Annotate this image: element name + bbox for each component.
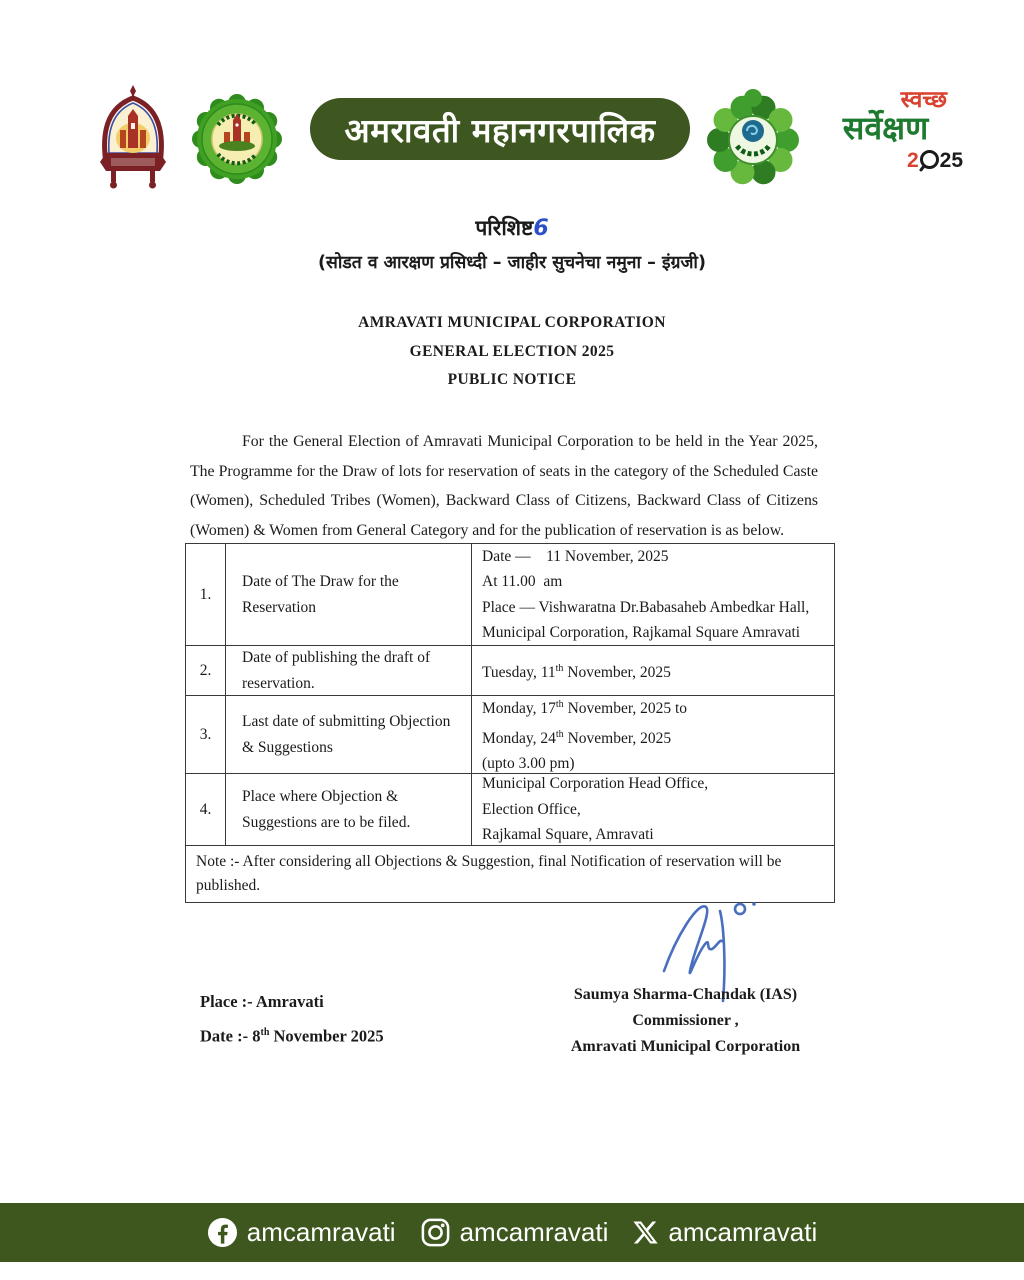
heading-election: GENERAL ELECTION 2025: [409, 343, 615, 360]
detail-line: [482, 656, 828, 686]
year-digit-2: 2: [906, 148, 919, 172]
detail-text: Monday, 17: [482, 700, 556, 718]
item-line: Date of The Draw for the: [242, 572, 399, 590]
amravati-heritage-emblem-logo: [98, 83, 168, 195]
row-item: [226, 544, 472, 645]
survekshan-year: [798, 148, 973, 172]
detail-line: Place — Vishwaratna Dr.Babasaheb Ambedkar Hall,: [482, 598, 810, 616]
ordinal-suffix: th: [260, 1027, 270, 1038]
detail-line: At 11.00 am: [482, 573, 563, 590]
detail-line: Municipal Corporation Head Office,: [482, 775, 709, 793]
x-handle-item: [632, 1217, 817, 1248]
heritage-emblem-icon: [98, 83, 168, 190]
appendix-number: 6: [533, 216, 549, 241]
heading-public-notice: PUBLIC NOTICE: [447, 371, 577, 388]
detail-text: Tuesday, 11: [482, 663, 556, 681]
facebook-icon: [207, 1217, 238, 1248]
item-line: Last date of submitting Objection: [242, 712, 451, 730]
municipality-name-banner: [310, 98, 690, 160]
detail-line: Municipal Corporation, Rajkamal Square Amravati: [482, 624, 801, 641]
facebook-handle-item: [207, 1217, 396, 1248]
signatory-role: Commissioner ,: [632, 1012, 739, 1029]
x-handle: amcamravati: [668, 1217, 818, 1247]
detail-line: Rajkamal Square, Amravati: [482, 826, 654, 844]
signatory-org: Amravati Municipal Corporation: [570, 1038, 801, 1055]
social-footer-bar: [0, 1203, 1024, 1262]
detail-line: Date — 11 November, 2025: [482, 547, 669, 565]
table-row: [186, 544, 834, 646]
item-line: Place where Objection &: [242, 787, 399, 805]
ordinal-suffix: th: [555, 699, 564, 711]
appendix-subtitle: (सोडत व आरक्षण प्रसिध्दी – जाहीर सुचनेचा नमुना – इंग्रजी): [318, 253, 706, 273]
ordinal-suffix: th: [555, 662, 564, 674]
appendix-title: [0, 214, 1024, 242]
date-text: Date :- 8: [200, 1026, 261, 1046]
item-line: Reservation: [242, 598, 317, 616]
swachh-word: स्वच्छ: [900, 87, 947, 113]
row-details: [472, 646, 834, 695]
item-line: Suggestions are to be filed.: [242, 813, 411, 831]
detail-text: November, 2025 to: [563, 700, 688, 718]
date-line: [200, 1017, 384, 1052]
date-text: November 2025: [269, 1026, 384, 1046]
ordinal-suffix: th: [555, 728, 564, 740]
appendix-word: परिशिष्ट: [475, 216, 534, 240]
wreath-icon: [703, 84, 803, 192]
table-row: [186, 774, 834, 846]
swachh-survekshan-wordmark: [798, 88, 973, 172]
row-item: [226, 774, 472, 845]
row-item: [226, 696, 472, 773]
place-line: Place :- Amravati: [200, 992, 324, 1011]
magnifier-icon: [920, 150, 939, 169]
heading-corporation: AMRAVATI MUNICIPAL CORPORATION: [358, 314, 666, 331]
row-details: [472, 774, 834, 845]
survekshan-word: सर्वेक्षण: [842, 109, 929, 148]
detail-line: [482, 692, 828, 722]
row-item: [226, 646, 472, 695]
x-twitter-icon: [632, 1219, 659, 1246]
item-line: Date of publishing the draft of: [242, 648, 431, 666]
instagram-handle: amcamravati: [459, 1217, 609, 1247]
signatory-block: [558, 982, 813, 1060]
detail-line: [482, 722, 828, 752]
schedule-table: [185, 543, 835, 903]
detail-text: November, 2025: [563, 729, 672, 747]
note-line: published.: [196, 877, 261, 894]
row-number: 1.: [186, 544, 226, 645]
intro-paragraph: For the General Election of Amravati Municipal Corporation to be held in the Year 2025, The Programme for the Draw of lots for reservation of seats in the category of the Scheduled Caste (Women), Scheduled Tribes (Women), Backward Class of Citizens, Backward Class of Citizens (Women) & Women from General Category and for the publication of reservation is as below.: [190, 433, 818, 539]
item-line: reservation.: [242, 674, 315, 692]
place-date-block: [200, 986, 384, 1052]
detail-line: Election Office,: [482, 800, 581, 818]
item-line: & Suggestions: [242, 738, 333, 756]
row-details: [472, 544, 834, 645]
detail-line: (upto 3.00 pm): [482, 755, 575, 773]
instagram-handle-item: [420, 1217, 609, 1248]
row-number: 3.: [186, 696, 226, 773]
swachh-survekshan-wreath-logo: [703, 84, 803, 197]
amrut-ambanagari-emblem-logo: [190, 87, 284, 192]
ambanagari-emblem-icon: [190, 87, 284, 187]
signatory-name: Saumya Sharma-Chandak (IAS): [573, 986, 798, 1003]
facebook-handle: amcamravati: [246, 1217, 396, 1247]
year-digits-25: 25: [939, 148, 963, 172]
municipality-name-text: अमरावती महानगरपालिक: [344, 110, 656, 150]
table-row: [186, 646, 834, 696]
table-row: [186, 696, 834, 774]
row-number: 2.: [186, 646, 226, 695]
detail-text: Monday, 24: [482, 729, 556, 747]
row-details: [472, 696, 834, 773]
instagram-icon: [420, 1217, 451, 1248]
row-number: 4.: [186, 774, 226, 845]
note-line: Note :- After considering all Objections & Suggestion, final Notification of reservation will be: [196, 853, 782, 870]
detail-text: November, 2025: [563, 663, 671, 681]
